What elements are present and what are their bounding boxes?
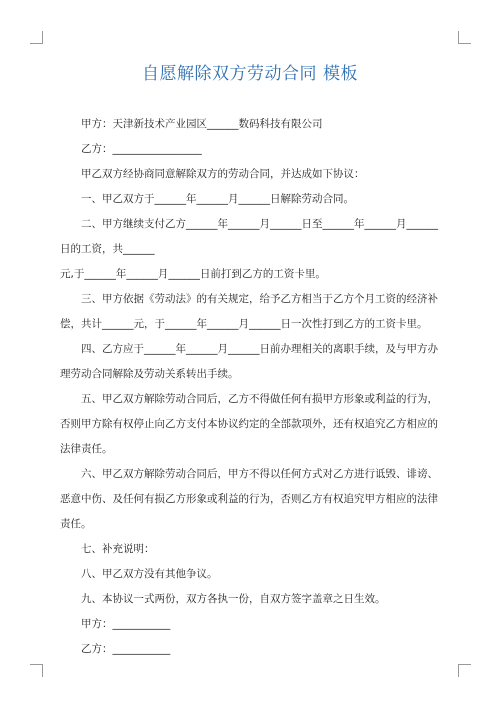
clause-8: 八、甲乙双方没有其他争议。 — [81, 568, 218, 580]
clause-2: 二、甲方继续支付乙方______年______月______日至______年______月______日的工资，共______ — [60, 218, 438, 255]
clause-9: 九、本协议一式两份，双方各执一份，自双方签字盖章之日生效。 — [81, 593, 386, 605]
clause-4: 四、乙方应于______年______月______日前办理相关的离职手续，及与甲方办理劳动合同解除及劳动关系转出手续。 — [60, 343, 438, 380]
document-title: 自愿解除双方劳动合同 模板 — [142, 64, 358, 84]
document-body — [60, 112, 444, 662]
agreement-intro: 甲乙双方经协商同意解除双方的劳动合同，并达成如下协议： — [81, 168, 365, 180]
crop-mark-bottom-left — [30, 664, 43, 677]
party-b-line: 乙方：_________________ — [81, 143, 202, 155]
party-b-signature: 乙方：___________ — [81, 643, 171, 655]
clause-1: 一、甲乙双方于______年______月______日解除劳动合同。 — [81, 193, 354, 205]
crop-mark-top-left — [30, 31, 43, 44]
clause-6: 六、甲乙双方解除劳动合同后，甲方不得以任何方式对乙方进行诋毁、诽谤、恶意中伤、及任何有损乙方形象或利益的行为，否则乙方有权追究甲方相应的法律责任。 — [60, 468, 438, 530]
party-a-line: 甲方：天津新技术产业园区______数码科技有限公司 — [81, 118, 323, 130]
clause-5: 五、甲乙双方解除劳动合同后，乙方不得做任何有损甲方形象或利益的行为，否则甲方除有权停止向乙方支付本协议约定的全部款项外，还有权追究乙方相应的法律责任。 — [60, 393, 438, 455]
party-a-signature: 甲方：___________ — [81, 618, 171, 630]
crop-mark-top-right — [458, 31, 471, 44]
clause-2-continued: 元,于______年______月______日前打到乙方的工资卡里。 — [60, 268, 326, 280]
crop-mark-bottom-right — [458, 664, 471, 677]
clause-3: 三、甲方依据《劳动法》的有关规定，给予乙方相当于乙方个月工资的经济补偿，共计______元，于______年______月______日一次性打到乙方的工资卡里。 — [60, 293, 438, 330]
clause-7: 七、补充说明： — [81, 543, 155, 555]
